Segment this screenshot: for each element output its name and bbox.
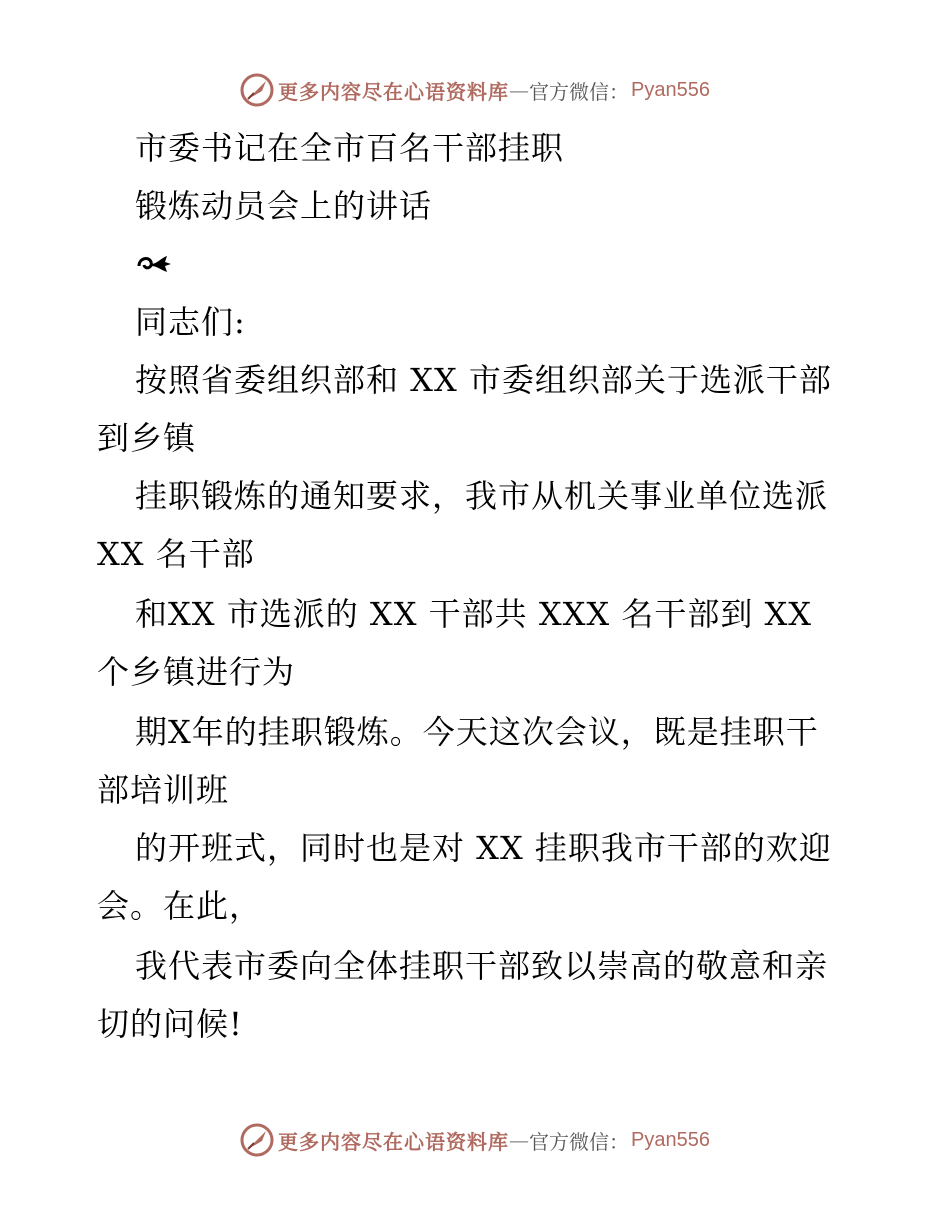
greeting: 同志们:	[135, 303, 246, 341]
banner-text: 更多内容尽在心语资料库	[278, 1129, 510, 1154]
body-line: 切的问候!	[97, 1005, 243, 1043]
quill-logo-icon	[240, 73, 274, 107]
body-line: 和XX 市选派的 XX 干部共 XXX 名干部到 XX	[135, 595, 813, 633]
banner-separator: —	[509, 1128, 530, 1152]
header-watermark-banner	[0, 70, 950, 110]
quill-logo-icon	[240, 1123, 274, 1157]
doc-title-line-1: 市委书记在全市百名干部挂职	[135, 129, 565, 167]
fleuron-ornament-icon	[135, 248, 175, 278]
body-line: 个乡镇进行为	[97, 653, 296, 691]
banner-separator: —	[509, 78, 530, 102]
body-line: 到乡镇	[97, 419, 197, 457]
body-line: 期X年的挂职锻炼。今天这次会议，既是挂职干	[135, 713, 819, 751]
doc-title-line-2: 锻炼动员会上的讲话	[135, 187, 433, 225]
body-line: 部培训班	[97, 771, 230, 809]
body-line: 的开班式，同时也是对 XX 挂职我市干部的欢迎	[135, 829, 832, 867]
banner-text: 更多内容尽在心语资料库	[278, 79, 510, 104]
body-line: 会。在此，	[97, 887, 263, 925]
body-line: XX 名干部	[97, 535, 255, 573]
body-line: 挂职锻炼的通知要求，我市从机关事业单位选派	[135, 477, 829, 515]
banner-wechat-label: 官方微信：	[529, 1129, 630, 1154]
banner-wechat-id: Pyan556	[631, 78, 710, 101]
banner-wechat-label: 官方微信：	[529, 79, 630, 104]
body-line: 我代表市委向全体挂职干部致以崇高的敬意和亲	[135, 947, 829, 985]
footer-watermark-banner	[0, 1120, 950, 1160]
body-line: 按照省委组织部和 XX 市委组织部关于选派干部	[135, 361, 832, 399]
banner-wechat-id: Pyan556	[631, 1128, 710, 1151]
